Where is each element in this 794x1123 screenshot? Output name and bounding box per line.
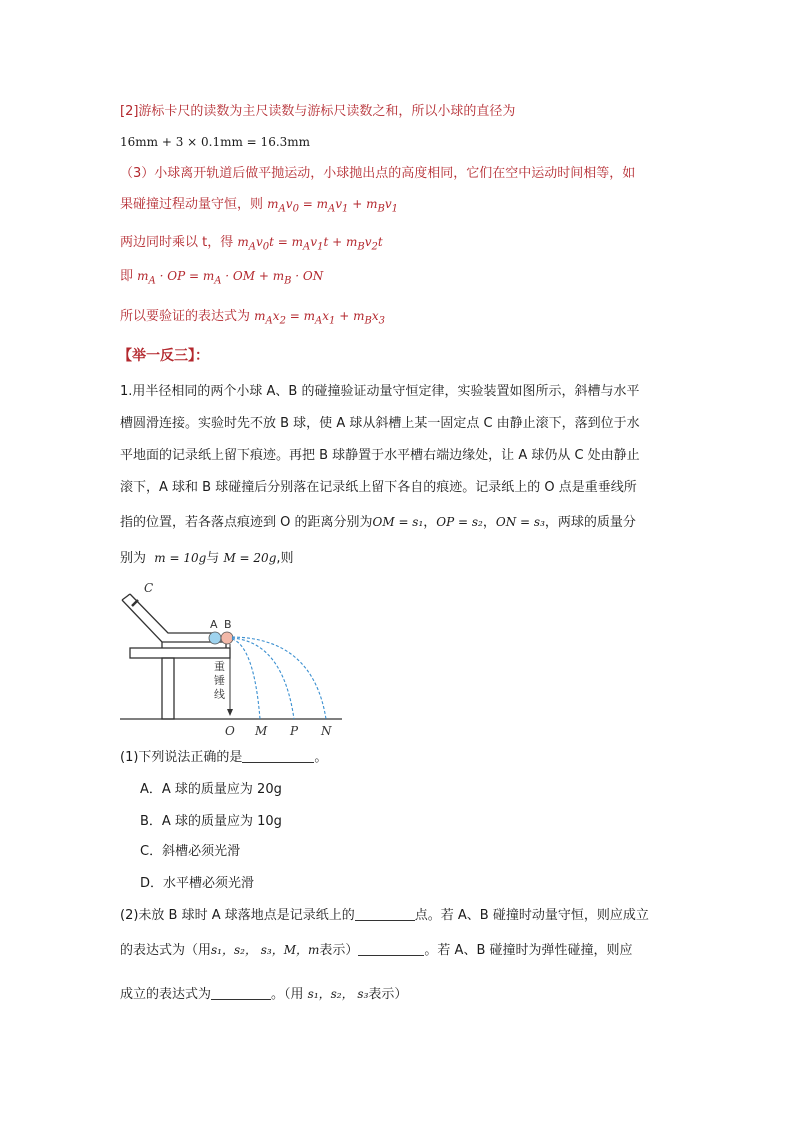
problem-text: ，两球的质量分: [544, 515, 636, 530]
momentum-formula: $m_Av_0 = m_Av_1 + m_Bv_1$: [267, 197, 398, 215]
section-title-text: 【举一反三】：: [118, 348, 209, 364]
solution-text: 两边同时乘以 t，得: [120, 235, 234, 250]
apparatus-diagram: [118, 578, 348, 738]
label-p: P: [290, 724, 299, 738]
q2-text: (2)未放 B 球时 A 球落地点是记录纸上的: [120, 908, 355, 923]
om-distance: OM = s₁: [372, 515, 424, 529]
problem-line-3: [120, 446, 640, 466]
q2-line-2: [120, 940, 633, 961]
option-text: C．斜槽必须光滑: [140, 844, 241, 859]
solution-line-6: [120, 266, 323, 291]
q2-text: 成立的表达式为: [120, 987, 212, 1002]
section-title: [118, 346, 209, 366]
q2-text: 的表达式为（用: [120, 943, 212, 958]
problem-line-2: [120, 414, 640, 434]
q2-text: 表示）: [319, 943, 359, 958]
solution-text: [2]游标卡尺的读数为主尺读数与游标尺读数之和，所以小球的直径为: [120, 104, 516, 119]
solution-text: 即: [120, 269, 134, 284]
diameter-formula: 16mm + 3 × 0.1mm = 16.3mm: [120, 135, 311, 149]
momentum-time-formula: $m_Av_0t = m_Av_1t + m_Bv_2t$: [237, 235, 383, 253]
plumb-arrow: [227, 709, 233, 716]
option-text: B．A 球的质量应为 10g: [140, 814, 282, 829]
problem-line-6: [120, 548, 294, 569]
trajectory-m: [232, 639, 260, 719]
q2-line-1: [120, 906, 649, 926]
label-c: C: [144, 581, 154, 595]
trajectory-p: [232, 638, 294, 719]
problem-text: 与: [206, 551, 220, 566]
q2-text: 点。若 A、B 碰撞时动量守恒，则应成立: [414, 908, 649, 923]
separator: ，: [482, 515, 496, 530]
problem-text: 1.用半径相同的两个小球 A、B 的碰撞验证动量守恒定律，实验装置如图所示，斜槽与水平: [120, 384, 640, 399]
point-c-marker: [132, 600, 138, 606]
q2-variables: s₁，s₂， s₃: [307, 987, 369, 1001]
problem-text: 别为: [120, 551, 147, 566]
label-n: N: [321, 724, 332, 738]
mass-small: m = 10g: [154, 551, 207, 565]
q2-blank-3[interactable]: [211, 985, 271, 1000]
distance-formula: $m_A$ · OP = $m_A$ · OM + $m_B$ · ON: [137, 269, 324, 287]
q2-blank-1[interactable]: [355, 906, 415, 921]
label-b: B: [224, 618, 232, 631]
solution-line-1: [120, 102, 515, 122]
q2-blank-2[interactable]: [358, 941, 424, 956]
solution-line-5: [120, 232, 383, 257]
problem-text: 平地面的记录纸上留下痕迹。再把 B 球静置于水平槽右端边缘处，让 A 球仍从 C 处由静止: [120, 448, 640, 463]
ball-a: [209, 632, 221, 644]
solution-text: （3）小球离开轨道后做平抛运动，小球抛出点的高度相同，它们在空中运动时间相等，如: [120, 166, 636, 181]
plumb-char-2: 锤: [214, 674, 225, 687]
solution-text: 果碰撞过程动量守恒，则: [120, 197, 264, 212]
solution-line-3: [120, 164, 635, 184]
label-m: M: [255, 724, 268, 738]
trajectory-n: [232, 637, 326, 719]
mass-large: M = 20g: [223, 551, 277, 565]
plumb-char-3: 线: [214, 688, 225, 701]
separator: ，: [423, 515, 437, 530]
q1-stem: [120, 748, 327, 768]
q2-variables: s₁，s₂， s₃，M，m: [211, 943, 320, 957]
problem-text: 槽圆滑连接。实验时先不放 B 球，使 A 球从斜槽上某一固定点 C 由静止滚下，落到位于水: [120, 416, 640, 431]
q1-option-d: [140, 874, 254, 894]
op-distance: OP = s₂: [436, 515, 483, 529]
on-distance: ON = s₃: [495, 515, 545, 529]
verify-formula: $m_Ax_2 = m_Ax_1 + m_Bx_3$: [254, 309, 385, 327]
problem-line-5: [120, 512, 636, 533]
option-text: A．A 球的质量应为 20g: [140, 782, 282, 797]
solution-line-2: [120, 132, 310, 153]
problem-text: ,则: [276, 551, 294, 566]
q1-end: 。: [314, 750, 328, 765]
solution-line-7: [120, 306, 385, 331]
problem-text: 滚下，A 球和 B 球碰撞后分别落在记录纸上留下各自的痕迹。记录纸上的 O 点是重垂线所: [120, 480, 637, 495]
q1-option-b: [140, 812, 282, 832]
problem-line-1: [120, 382, 639, 402]
label-a: A: [210, 618, 218, 631]
q2-line-3: [120, 984, 407, 1005]
q2-text: 表示）: [368, 987, 408, 1002]
q1-text: (1)下列说法正确的是: [120, 750, 243, 765]
q2-text: 。若 A、B 碰撞时为弹性碰撞，则应: [424, 943, 633, 958]
option-text: D．水平槽必须光滑: [140, 876, 255, 891]
problem-line-4: [120, 478, 637, 498]
problem-text: 指的位置，若各落点痕迹到 O 的距离分别为: [120, 515, 373, 530]
label-o: O: [225, 724, 235, 738]
q1-option-a: [140, 780, 282, 800]
solution-text: 所以要验证的表达式为: [120, 309, 251, 324]
ball-b: [221, 632, 233, 644]
q1-answer-blank[interactable]: [242, 748, 314, 763]
q1-option-c: [140, 842, 240, 862]
solution-line-4: [120, 194, 398, 219]
plumb-char-1: 重: [214, 660, 225, 673]
q2-text: 。（用: [271, 987, 304, 1002]
